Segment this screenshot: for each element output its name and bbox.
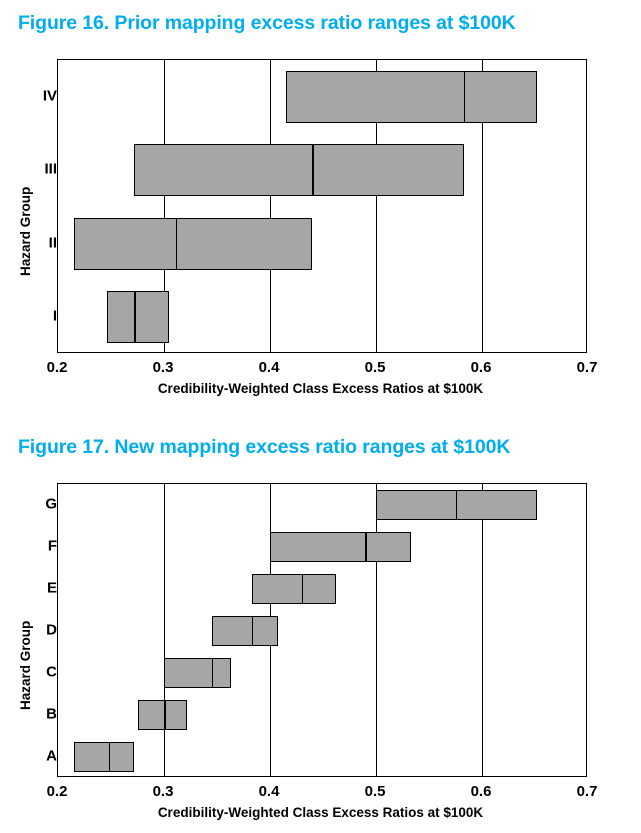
figure-16-chart	[0, 36, 641, 396]
y-axis-tick-label: I	[52, 307, 57, 325]
range-bar	[270, 532, 411, 562]
figure-17-y-axis-title: Hazard Group	[18, 620, 33, 710]
range-bar-divider	[164, 700, 166, 730]
figure-16-y-axis-title: Hazard Group	[18, 186, 33, 276]
figure-16	[0, 0, 641, 396]
range-bar	[164, 658, 231, 688]
x-axis-tick-label: 0.6	[470, 359, 492, 376]
gridline	[482, 484, 483, 776]
x-axis-tick-label: 0.7	[576, 783, 598, 800]
y-axis-tick-label: B	[46, 705, 57, 723]
y-axis-tick-label: G	[45, 495, 57, 513]
figure-17-chart	[0, 460, 641, 820]
range-bar	[134, 144, 464, 196]
range-bar	[212, 616, 279, 646]
x-axis-tick-label: 0.3	[152, 359, 174, 376]
figure-17-title: Figure 17. New mapping excess ratio ranges at $100K	[18, 436, 511, 458]
figure-16-x-axis-title: Credibility-Weighted Class Excess Ratios at $100K	[157, 381, 484, 396]
range-bar-divider	[176, 218, 178, 270]
range-bar	[74, 218, 313, 270]
range-bar	[74, 742, 134, 772]
figure-17	[0, 424, 641, 820]
range-bar-divider	[312, 144, 314, 196]
gridline	[270, 60, 271, 352]
x-axis-tick-label: 0.6	[470, 783, 492, 800]
range-bar-divider	[456, 490, 458, 520]
range-bar-divider	[109, 742, 111, 772]
gridline	[164, 484, 165, 776]
range-bar	[138, 700, 188, 730]
y-axis-tick-label: E	[46, 579, 57, 597]
x-axis-tick-label: 0.3	[152, 783, 174, 800]
range-bar	[286, 71, 537, 123]
x-axis-tick-label: 0.7	[576, 359, 598, 376]
y-axis-tick-label: III	[44, 160, 57, 178]
range-bar	[252, 574, 336, 604]
x-axis-tick-label: 0.4	[258, 359, 280, 376]
range-bar-divider	[134, 291, 136, 343]
range-bar-divider	[212, 658, 214, 688]
plot-area-16	[57, 59, 587, 353]
y-axis-tick-label: F	[47, 537, 57, 555]
range-bar-divider	[464, 71, 466, 123]
range-bar-divider	[302, 574, 304, 604]
y-axis-tick-label: IV	[42, 87, 57, 105]
figure-16-title: Figure 16. Prior mapping excess ratio ranges at $100K	[18, 12, 516, 34]
plot-area-17	[57, 483, 587, 777]
range-bar-divider	[365, 532, 367, 562]
y-axis-tick-label: C	[46, 663, 57, 681]
range-bar-divider	[252, 616, 254, 646]
figure-17-x-axis-title: Credibility-Weighted Class Excess Ratios at $100K	[157, 805, 484, 820]
gridline	[376, 484, 377, 776]
x-axis-tick-label: 0.5	[364, 783, 386, 800]
y-axis-tick-label: II	[48, 234, 57, 252]
y-axis-tick-label: D	[46, 621, 57, 639]
x-axis-tick-label: 0.2	[46, 359, 68, 376]
x-axis-tick-label: 0.4	[258, 783, 280, 800]
range-bar	[107, 291, 170, 343]
y-axis-tick-label: A	[46, 747, 57, 765]
x-axis-tick-label: 0.2	[46, 783, 68, 800]
x-axis-tick-label: 0.5	[364, 359, 386, 376]
